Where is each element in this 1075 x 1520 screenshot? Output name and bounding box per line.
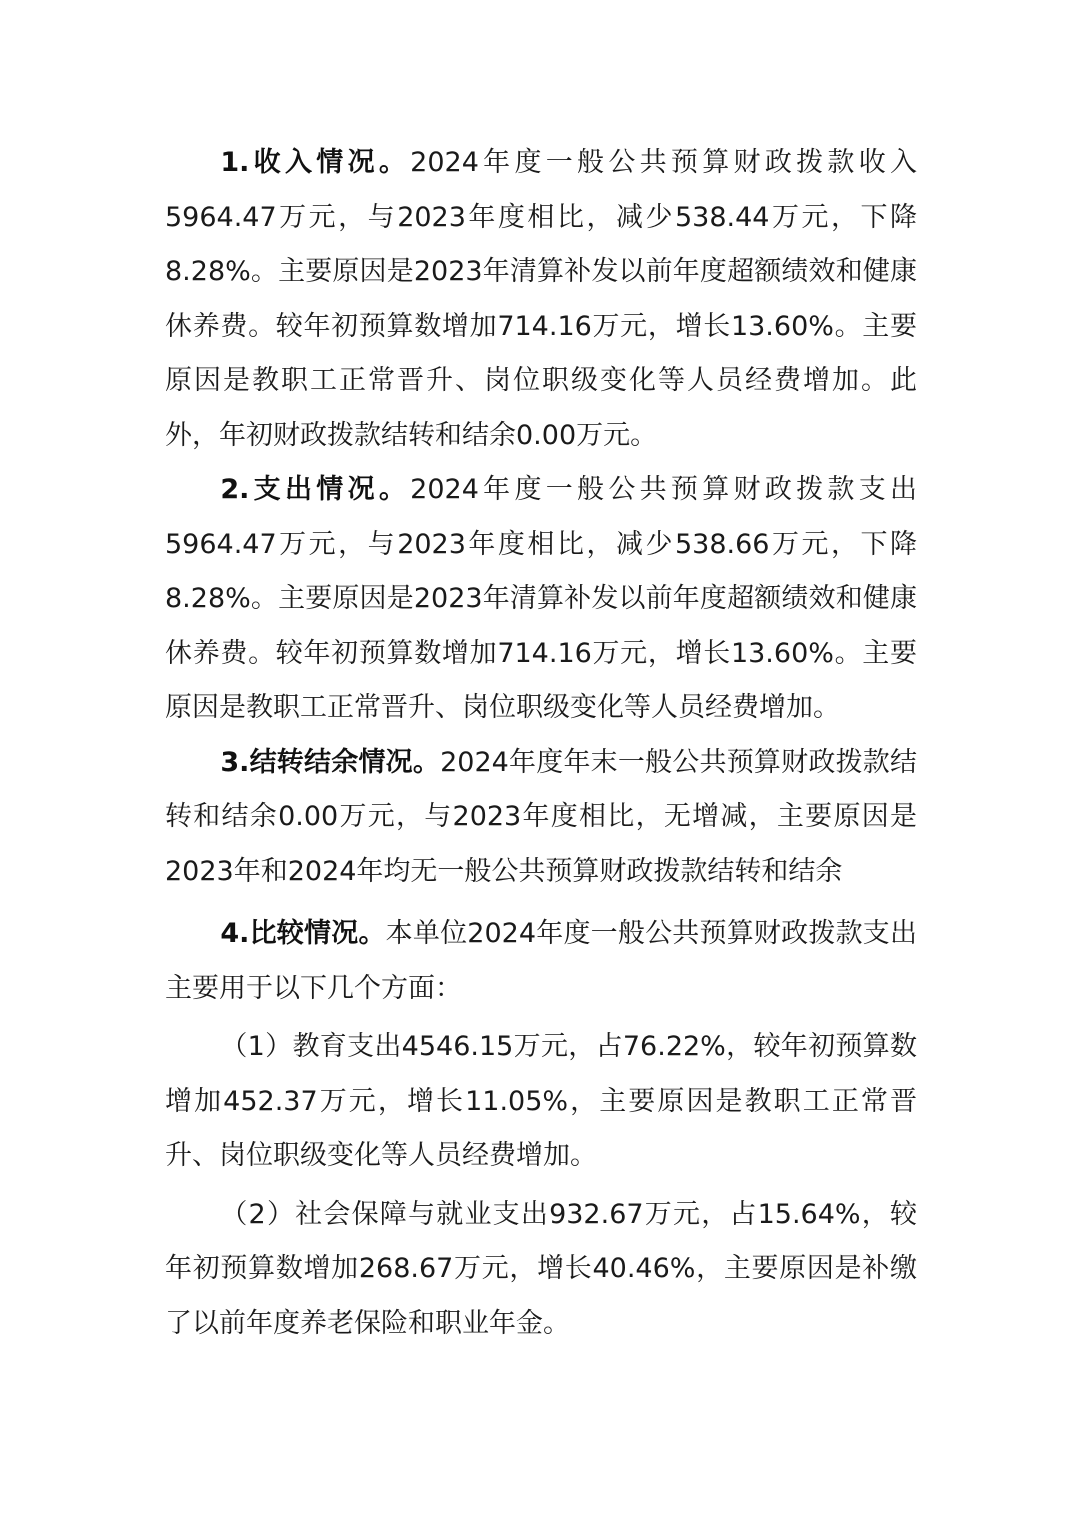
- list-item-education: [165, 1020, 917, 1184]
- paragraph-carryover-heading: 3.结转结余情况。: [220, 746, 441, 778]
- paragraph-expenditure: [165, 463, 917, 736]
- list-item-education-text: （1）教育支出4546.15万元，占76.22%，较年初预算数增加452.37万元，增长11.05%，主要原因是教职工正常晋升、岗位职级变化等人员经费增加。: [165, 1031, 917, 1171]
- document-body: [165, 136, 917, 1351]
- paragraph-income-text: 2024年度一般公共预算财政拨款收入5964.47万元，与2023年度相比，减少538.44万元，下降8.28%。主要原因是2023年清算补发以前年度超额绩效和健康休养费。较年初预算数增加714.16万元，增长13.60%。主要原因是教职工正常晋升、岗位职级变化等人员经费增加。此外，年初财政拨款结转和结余0.00万元。: [165, 147, 917, 451]
- paragraph-comparison: [165, 907, 917, 1016]
- list-item-social-security-text: （2）社会保障与就业支出932.67万元，占15.64%，较年初预算数增加268.67万元，增长40.46%，主要原因是补缴了以前年度养老保险和职业年金。: [165, 1198, 917, 1339]
- list-item-social-security: [165, 1188, 917, 1352]
- paragraph-income-heading: 1.收入情况。: [220, 147, 411, 178]
- paragraph-expenditure-text: 2024年度一般公共预算财政拨款支出5964.47万元，与2023年度相比，减少538.66万元，下降8.28%。主要原因是2023年清算补发以前年度超额绩效和健康休养费。较年初预算数增加714.16万元，增长13.60%。主要原因是教职工正常晋升、岗位职级变化等人员经费增加。: [165, 474, 917, 723]
- paragraph-income: [165, 136, 917, 463]
- paragraph-comparison-text: 本单位2024年度一般公共预算财政拨款支出主要用于以下几个方面：: [165, 918, 917, 1004]
- paragraph-carryover: [165, 736, 917, 900]
- paragraph-expenditure-heading: 2.支出情况。: [220, 474, 411, 505]
- paragraph-comparison-heading: 4.比较情况。: [220, 918, 386, 949]
- paragraph-carryover-text: 2024年度年末一般公共预算财政拨款结转和结余0.00万元，与2023年度相比，无增减，主要原因是2023年和2024年均无一般公共预算财政拨款结转和结余: [165, 746, 917, 887]
